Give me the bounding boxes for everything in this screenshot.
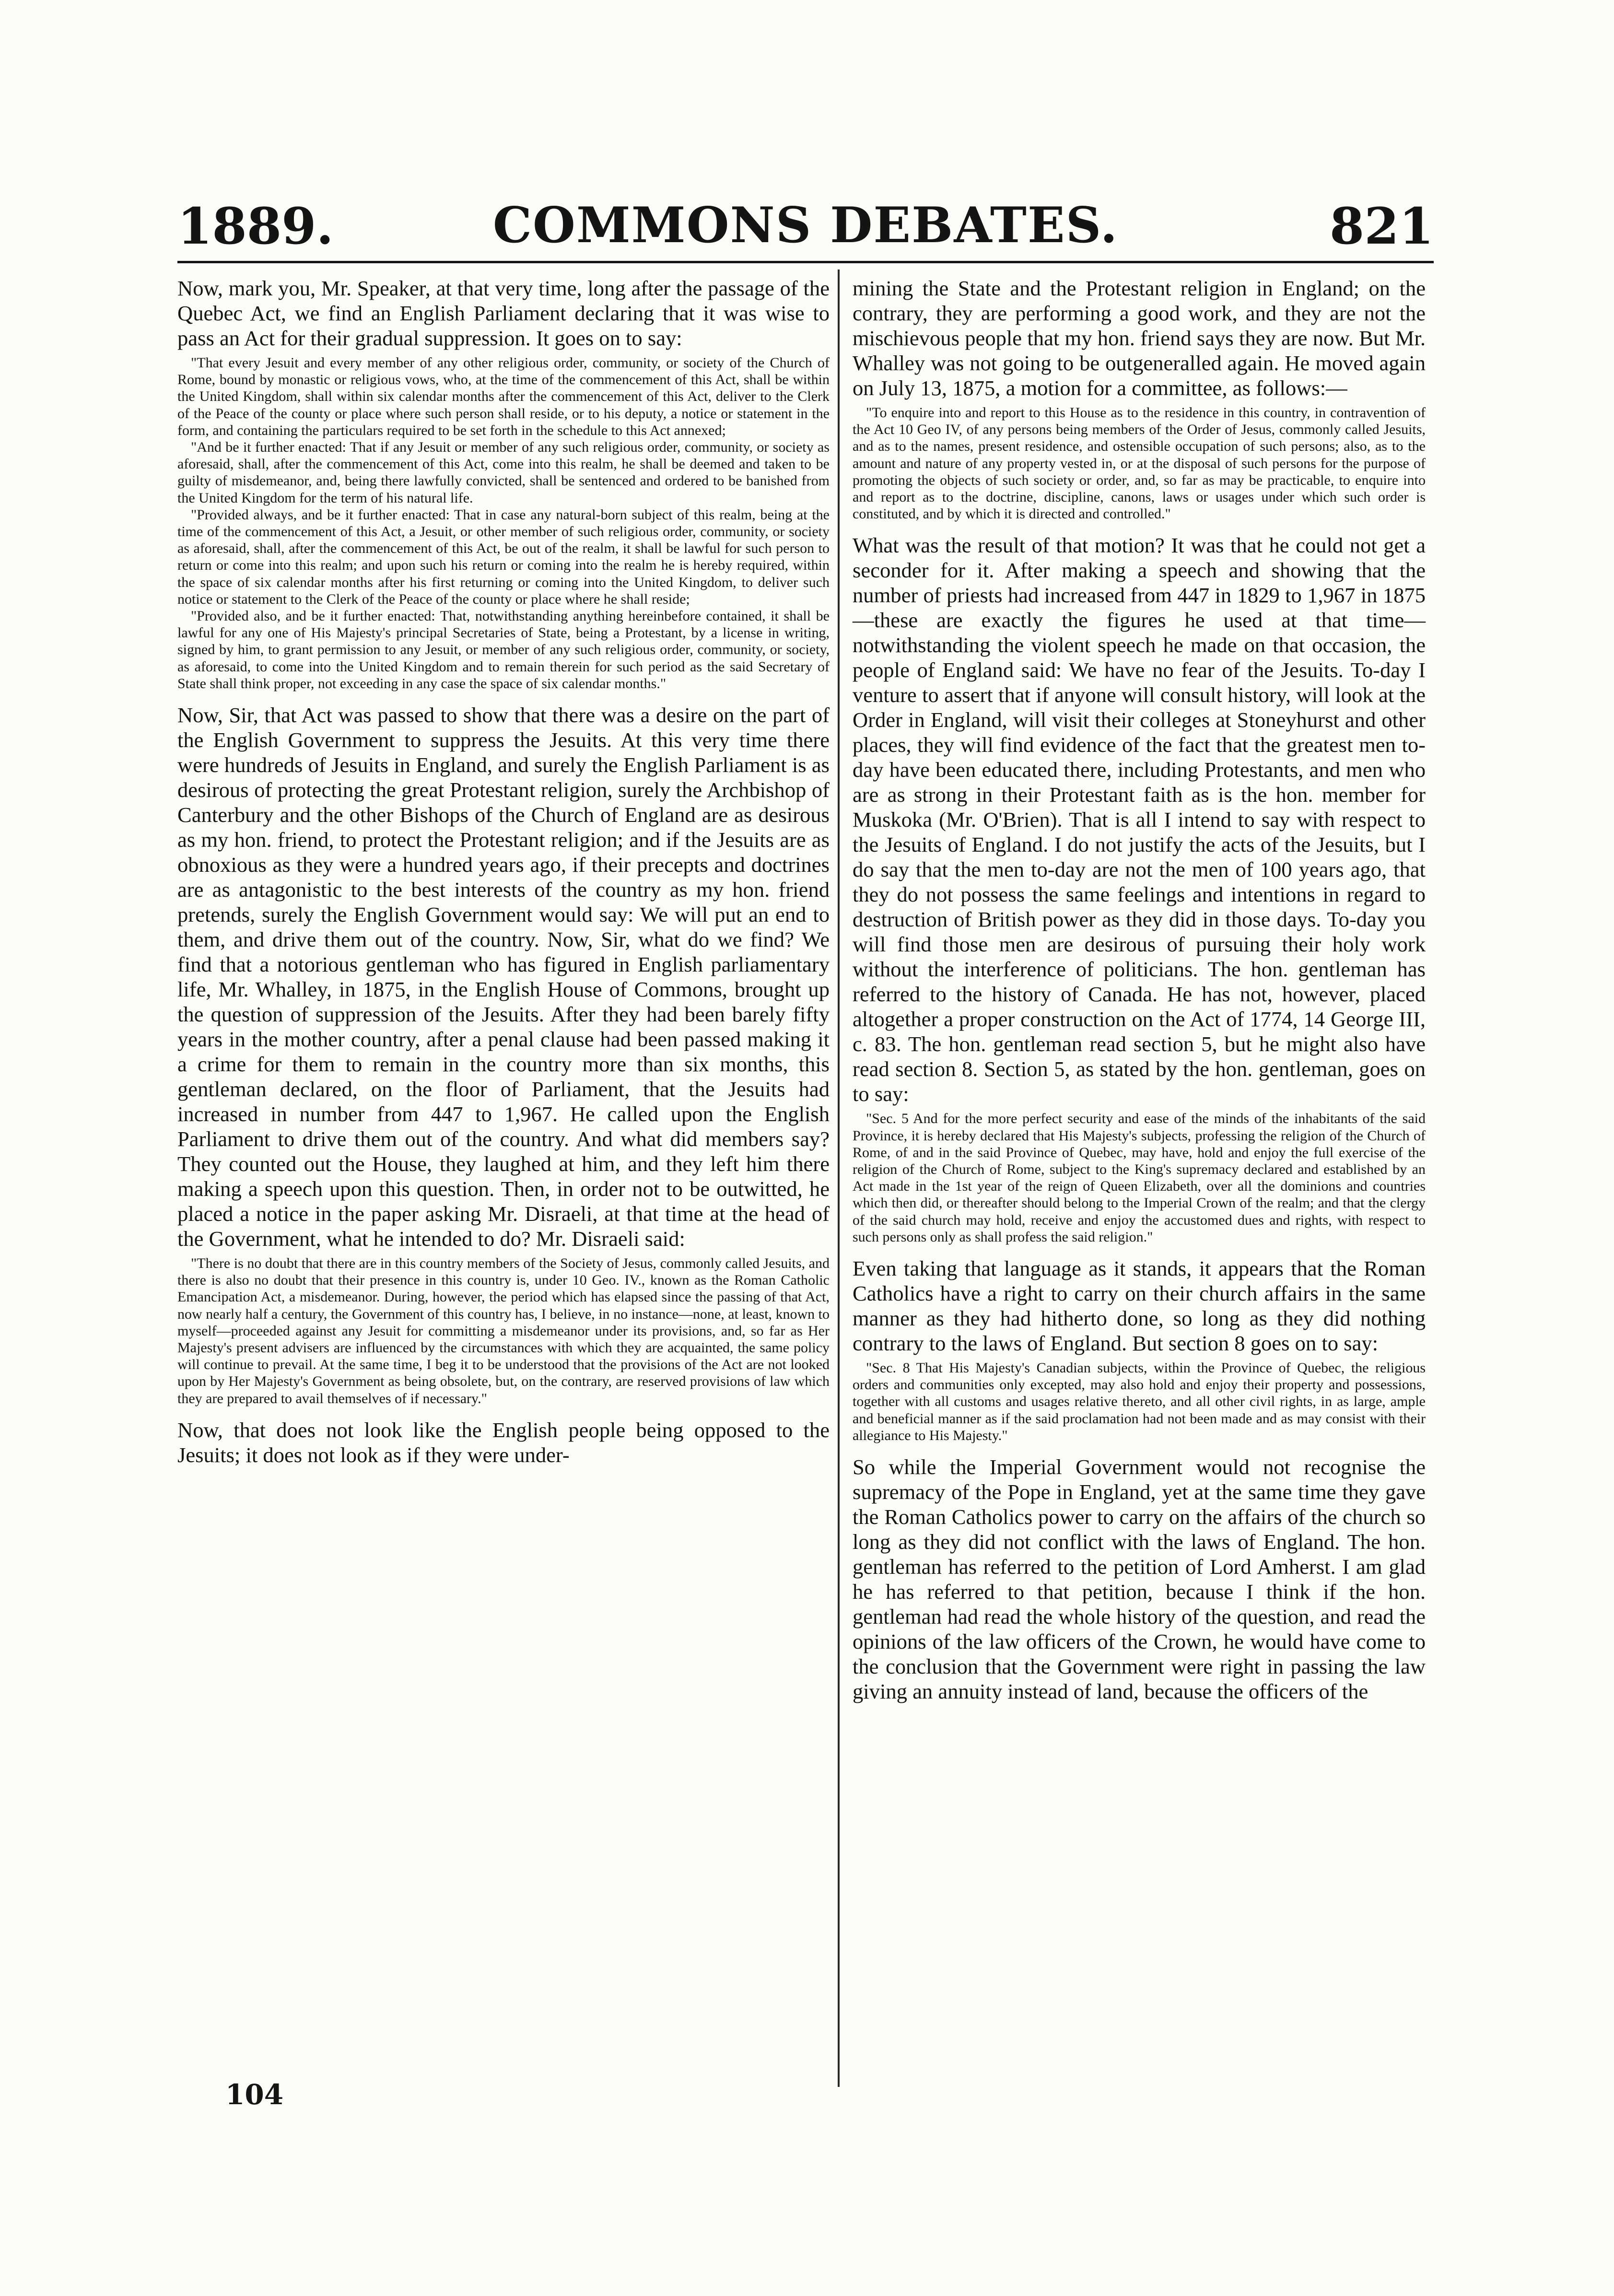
page-header bbox=[177, 197, 1434, 264]
quote-paragraph: "And be it further enacted: That if any Jesuit or member of any such religious order, community, or society as aforesaid, shall, after the commencement of this Act, come into this realm, he shall be deemed and taken to be guilty of misdemeanor, and, being there lawfully convicted, shall be sentenced and ordered to be banished from the United Kingdom for the term of his natural life. bbox=[177, 439, 830, 506]
right-paragraph-3: Even taking that language as it stands, it appears that the Roman Catholics have a right to carry on their church affairs in the same manner as they had hitherto done, so long as they did nothing contrary to the laws of England. But section 8 goes on to say: bbox=[853, 1256, 1426, 1356]
left-paragraph-2: Now, Sir, that Act was passed to show that there was a desire on the part of the English Government to suppress the Jesuits. At this very time there were hundreds of Jesuits in England, and surely the English Parliament is as desirous of protecting the great Protestant religion, surely the Archbishop of Canterbury and the other Bishops of the Church of England are as desirous as my hon. friend, to protect the Protestant religion; and if the Jesuits are as obnoxious as they were a hundred years ago, if their precepts and doctrines are as antagonistic to the best interests of the country as my hon. friend pretends, surely the English Government would say: We will put an end to them, and drive them out of the country. Now, Sir, what do we find? We find that a notorious gentleman who has figured in English parliamentary life, Mr. Whalley, in 1875, in the English House of Commons, brought up the question of suppression of the Jesuits. After they had been barely fifty years in the mother country, after a penal clause had been passed making it a crime for them to remain in the country more than six months, this gentleman declared, on the floor of Parliament, that the Jesuits had increased in number from 447 to 1,967. He called upon the English Parliament to drive them out of the country. And what did members say? They counted out the House, they laughed at him, and they left him there making a speech upon this question. Then, in order not to be outwitted, he placed a notice in the paper asking Mr. Disraeli, at that time at the head of the Government, what he intended to do? Mr. Disraeli said: bbox=[177, 703, 830, 1251]
right-paragraph-4: So while the Imperial Government would not recognise the supremacy of the Pope in England, yet at the same time they gave the Roman Catholics power to carry on the affairs of the church so long as they did not conflict with the laws of England. The hon. gentleman has referred to the petition of Lord Amherst. I am glad he has referred to that petition, because I think if the hon. gentleman had read the whole history of the question, and read the opinions of the law officers of the Crown, he would have come to the conclusion that the Government were right in passing the law giving an annuity instead of land, because the officers of the bbox=[853, 1455, 1426, 1704]
quote-paragraph: "Sec. 5 And for the more perfect security and ease of the minds of the inhabitants of the said Province, it is hereby declared that His Majesty's subjects, professing the religion of the Church of Rome, of and in the said Province of Quebec, may have, hold and enjoy the full exercise of the religion of the Church of Rome, subject to the King's supremacy declared and established by an Act made in the 1st year of the reign of Queen Elizabeth, over all the dominions and countries which then did, or thereafter should belong to the Imperial Crown of the realm; and that the clergy of the said church may hold, receive and enjoy the accustomed dues and rights, with respect to such persons only as shall profess the said religion." bbox=[853, 1111, 1426, 1245]
header-rule bbox=[177, 261, 1434, 263]
right-quote-motion bbox=[853, 404, 1426, 522]
left-column bbox=[177, 276, 830, 1471]
header-page-number: 821 bbox=[1329, 197, 1434, 256]
column-divider bbox=[838, 269, 840, 2087]
signature-mark: 104 bbox=[225, 2078, 284, 2111]
left-quote-act bbox=[177, 354, 830, 692]
header-title: COMMONS DEBATES. bbox=[492, 197, 1119, 254]
quote-paragraph: "Sec. 8 That His Majesty's Canadian subjects, within the Province of Quebec, the religious orders and communities only excepted, may also hold and enjoy their property and possessions, together with all customs and usages relative thereto, and all other civil rights, in as large, ample and beneficial manner as if the said proclamation had not been made and as may consist with their allegiance to His Majesty." bbox=[853, 1360, 1426, 1443]
right-quote-section-8 bbox=[853, 1359, 1426, 1444]
right-paragraph-1: mining the State and the Protestant religion in England; on the contrary, they are performing a good work, and they are not the mischievous people that my hon. friend says they are now. But Mr. Whalley was not going to be outgeneralled again. He moved again on July 13, 1875, a motion for a committee, as follows:— bbox=[853, 276, 1426, 400]
right-column bbox=[853, 276, 1426, 1708]
header-year: 1889. bbox=[177, 197, 334, 256]
left-quote-disraeli bbox=[177, 1255, 830, 1407]
quote-paragraph: "Provided also, and be it further enacted: That, notwithstanding anything hereinbefore contained, it shall be lawful for any one of His Majesty's principal Secretaries of State, being a Protestant, by a license in writing, signed by him, to grant permission to any Jesuit, or member of any such religious order, community, or society, as aforesaid, to come into the United Kingdom and to remain therein for such period as the said Secretary of State shall think proper, not exceeding in any case the space of six calendar months." bbox=[177, 608, 830, 691]
quote-paragraph: "Provided always, and be it further enacted: That in case any natural-born subject of this realm, being at the time of the commencement of this Act, a Jesuit, or other member of such religious order, community, or society as aforesaid, shall, after the commencement of this Act, be out of the realm, it shall be lawful for such person to return or come into this realm; and upon such his return or coming into the realm he is hereby required, within the space of six calendar months after his first returning or coming into the United Kingdom, to deliver such notice or statement to the Clerk of the Peace of the county or place where he shall reside; bbox=[177, 506, 830, 607]
quote-paragraph: "To enquire into and report to this House as to the residence in this country, in contravention of the Act 10 Geo IV, of any persons being members of the Order of Jesus, commonly called Jesuits, and as to the names, present residence, and ostensible occupation of such persons; also, as to the amount and nature of any property vested in, or at the disposal of such persons for the purpose of promoting the objects of such society or order, and, so far as may be practicable, to enquire into and report as to the doctrine, discipline, canons, laws or usages under which such order is constituted, and by which it is directed and controlled." bbox=[853, 405, 1426, 522]
left-paragraph-3: Now, that does not look like the English people being opposed to the Jesuits; it does not look as if they were under- bbox=[177, 1417, 830, 1467]
left-paragraph-1: Now, mark you, Mr. Speaker, at that very time, long after the passage of the Quebec Act, we find an English Parliament declaring that it was wise to pass an Act for their gradual suppression. It goes on to say: bbox=[177, 276, 830, 350]
quote-paragraph: "That every Jesuit and every member of any other religious order, community, or society of the Church of Rome, bound by monastic or religious vows, who, at the time of the commencement of this Act, shall be within the United Kingdom, shall within six calendar months after the commencement of this Act, deliver to the Clerk of the Peace of the county or place where such person shall reside, or to his deputy, a notice or statement in the form, and containing the particulars required to be set forth in the schedule to this Act annexed; bbox=[177, 355, 830, 438]
right-paragraph-2: What was the result of that motion? It was that he could not get a seconder for it. After making a speech and showing that the number of priests had increased from 447 in 1829 to 1,967 in 1875—these are exactly the figures he used at that time—notwithstanding the violent speech he made on that occasion, the people of England said: We have no fear of the Jesuits. To-day I venture to assert that if anyone will consult history, will look at the Order in England, will visit their colleges at Stoneyhurst and other places, they will find evidence of the fact that the greatest men to-day have been educated there, including Protestants, and men who are as strong in their Protestant faith as is the hon. member for Muskoka (Mr. O'Brien). That is all I intend to say with respect to the Jesuits of England. I do not justify the acts of the Jesuits, but I do say that the men to-day are not the men of 100 years ago, that they do not possess the same feelings and intentions in regard to destruction of British power as they did in those days. To-day you will find those men are desirous of pursuing their holy work without the interference of politicians. The hon. gentleman has referred to the history of Canada. He has not, however, placed altogether a proper construction on the Act of 1774, 14 George III, c. 83. The hon. gentleman read section 5, but he might also have read section 8. Section 5, as stated by the hon. gentleman, goes on to say: bbox=[853, 533, 1426, 1106]
quote-paragraph: "There is no doubt that there are in this country members of the Society of Jesus, commonly called Jesuits, and there is also no doubt that their presence in this country is, under 10 Geo. IV., known as the Roman Catholic Emancipation Act, a misdemeanor. During, however, the period which has elapsed since the passing of that Act, now nearly half a century, the Government of this country has, I believe, in no instance—none, at least, known to myself—proceeded against any Jesuit for committing a misdemeanor under its provisions, and, so far as Her Majesty's present advisers are influenced by the circumstances with which they are acquainted, the same policy will continue to prevail. At the same time, I beg it to be understood that the provisions of the Act are not looked upon by Her Majesty's Government as being obsolete, but, on the contrary, are reserved provisions of law which they are prepared to avail themselves of if necessary." bbox=[177, 1255, 830, 1406]
right-quote-section-5 bbox=[853, 1110, 1426, 1245]
